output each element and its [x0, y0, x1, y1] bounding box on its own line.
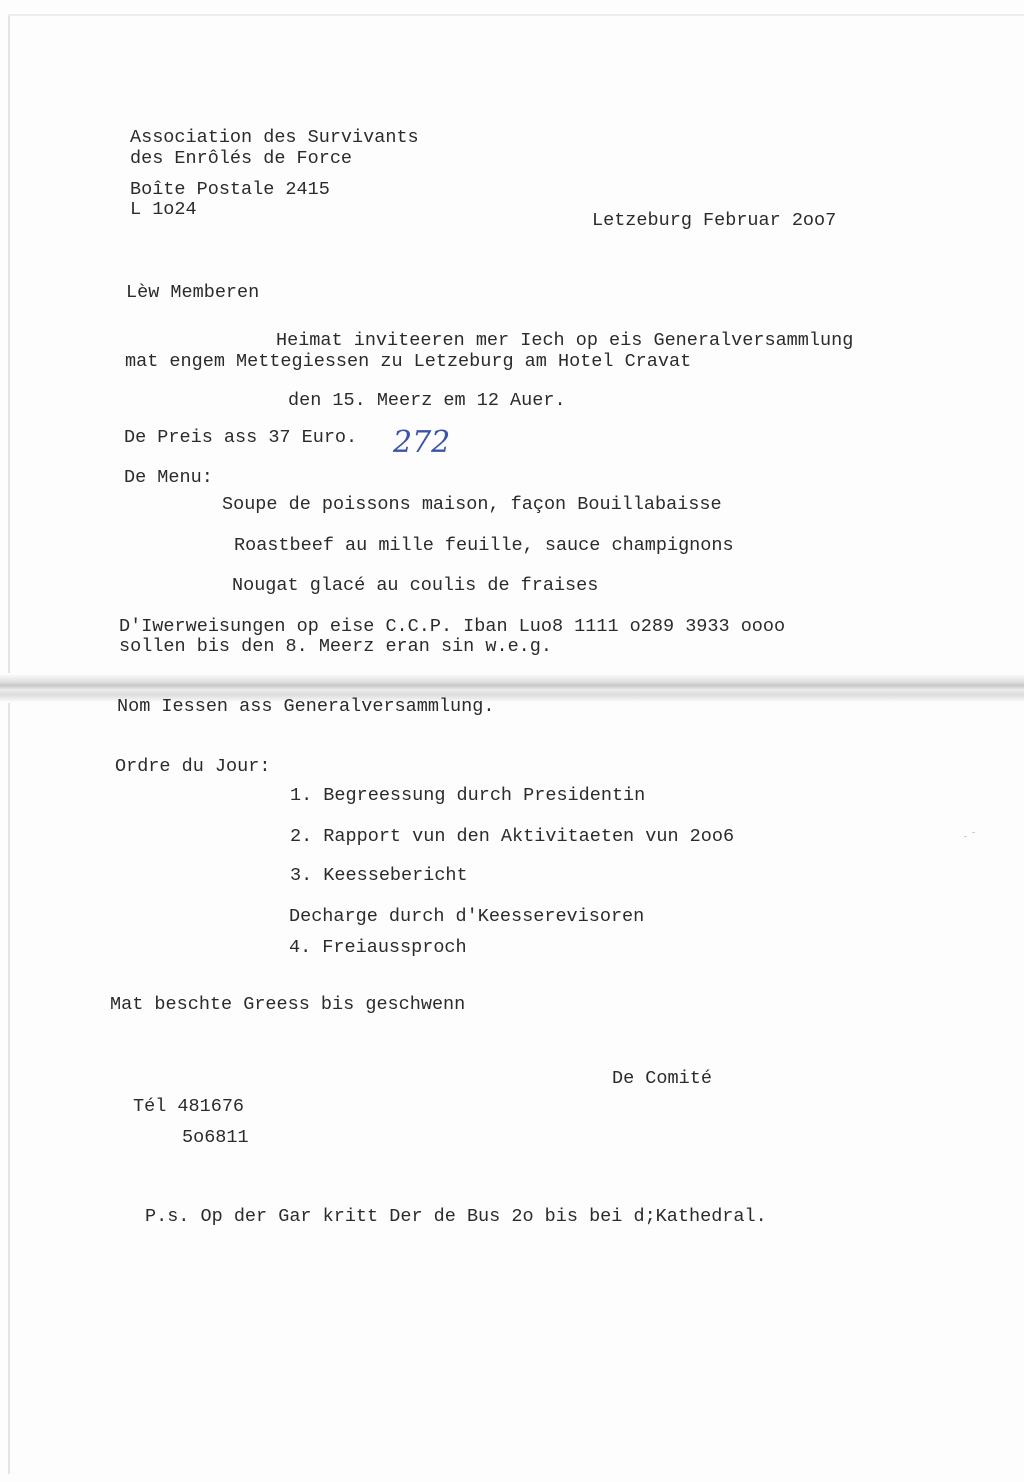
menu-item-soup: Soupe de poissons maison, façon Bouillabaisse: [222, 494, 722, 515]
price-line: De Preis ass 37 Euro.: [124, 427, 358, 448]
page-edge-left: [8, 14, 10, 1474]
signature: De Comité: [612, 1068, 712, 1089]
agenda-item-3: 3. Keessebericht: [290, 865, 468, 886]
agenda-item-decharge: Decharge durch d'Keesserevisoren: [289, 906, 645, 927]
sender-address-box: Boîte Postale 2415: [130, 179, 330, 200]
event-date: den 15. Meerz em 12 Auer.: [288, 390, 566, 411]
scan-speck: [964, 836, 967, 837]
invitation-line2: mat engem Mettegiessen zu Letzeburg am Hotel Cravat: [125, 351, 692, 372]
scan-speck: [972, 832, 975, 833]
sender-name-line1: Association des Survivants: [130, 127, 419, 148]
page-edge-top: [8, 14, 1024, 16]
handwritten-number: 272: [393, 425, 451, 460]
phone-line: Tél 481676: [133, 1096, 245, 1117]
payment-line2: sollen bis den 8. Meerz eran sin w.e.g.: [119, 636, 552, 657]
sender-postal-code: L 1o24: [130, 199, 197, 220]
invitation-line1: Heimat inviteeren mer Iech op eis Generalversammlung: [276, 330, 854, 351]
menu-item-nougat: Nougat glacé au coulis de fraises: [232, 575, 599, 596]
phone-second-number: 5o6811: [182, 1127, 249, 1148]
menu-heading: De Menu:: [124, 467, 213, 488]
menu-item-roastbeef: Roastbeef au mille feuille, sauce champignons: [234, 535, 734, 556]
postscript: P.s. Op der Gar kritt Der de Bus 2o bis bei d;Kathedral.: [145, 1206, 767, 1227]
payment-line1: D'Iwerweisungen op eise C.C.P. Iban Luo8 1111 o289 3933 oooo: [119, 616, 786, 637]
agenda-item-1: 1. Begreessung durch Presidentin: [290, 785, 646, 806]
place-date: Letzeburg Februar 2oo7: [592, 210, 837, 231]
agenda-heading: Ordre du Jour:: [115, 756, 271, 777]
agenda-item-2: 2. Rapport vun den Aktivitaeten vun 2oo6: [290, 826, 735, 847]
sender-name-line2: des Enrôlés de Force: [130, 148, 353, 169]
salutation: Lèw Memberen: [126, 282, 260, 303]
after-meal-line: Nom Iessen ass Generalversammlung.: [117, 696, 495, 717]
agenda-item-4: 4. Freiaussproch: [289, 937, 467, 958]
closing-line: Mat beschte Greess bis geschwenn: [110, 994, 466, 1015]
